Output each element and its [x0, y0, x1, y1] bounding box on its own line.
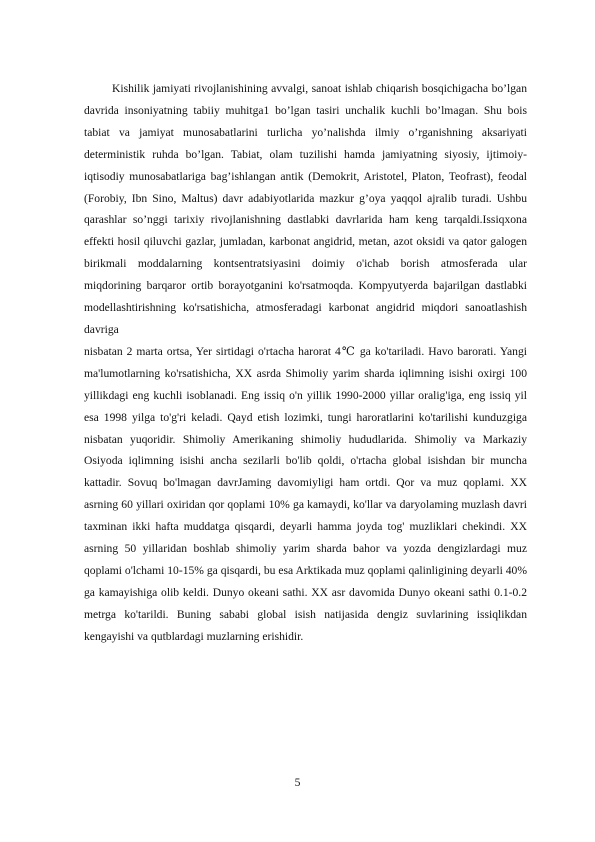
- paragraph-1: Kishilik jamiyati rivojlanishining avvalgi, sanoat ishlab chiqarish bosqichigacha bo’lgan davrida insoniyatning tabiiy muhitga1 bo’lgan tasiri unchalik kuchli bo’lmagan. Shu bois tabiat va jamiyat munosabatlarini turlicha yo’nalishda ilmiy o’rganishning aksariyati deterministik ruhda bo’lgan. Tabiat, olam tuzilishi hamda jamiyatning siyosiy, ijtimoiy-iqtisodiy munosabatlariga bag’ishlangan antik (Demokrit, Aristotel, Platon, Teofrast), feodal (Forobiy, Ibn Sino, Maltus) davr adabiyotlarida mazkur g’oya yaqqol ajralib turadi. Ushbu qarashlar so’nggi tarixiy rivojlanishning dastlabki davrlarida ham keng tarqaldi.Issiqxona effekti hosil qiluvchi gazlar, jumladan, karbonat angidrid, metan, azot oksidi va qator galogen birikmali moddalarning kontsentratsiyasini doimiy o'ichab borish atmosferada ular miqdorining barqaror ortib borayotganini ko'rsatmoqda. Kompyutyerda bajarilgan dastlabki modellashtirishning ko'rsatishicha, atmosferadagi karbonat angidrid miqdori sanoatlashish davriga: [84, 82, 527, 336]
- body-text: [84, 78, 527, 648]
- paragraph-2: nisbatan 2 marta ortsa, Yer sirtidagi o'rtacha harorat 4℃ ga ko'tariladi. Havo barorati. Yangi ma'lumotlarning ko'rsatishicha, XX asrda Shimoliy yarim sharda iqlimning isishi oxirgi 100 yillikdagi eng kuchli isoblanadi. Eng issiq o'n yillik 1990-2000 yillar oralig'iga, eng issiq yil esa 1998 yilga to'g'ri keladi. Qayd etish lozimki, tungi haroratlarini ko'tarilishi kunduzgiga nisbatan yuqoridir. Shimoliy Amerikaning shimoliy hududlarida. Shimoliy va Markaziy Osiyoda iqlimning isishi ancha sezilarli bo'lib qoldi, o'rtacha global isishdan bir muncha kattadir. Sovuq bo'lmagan davrJaming davomiyligi ham ortdi. Qor va muz qoplami. XX asrning 60 yillari oxiridan qor qoplami 10% ga kamaydi, ko'llar va daryolaming muzlash davri taxminan ikki hafta muddatga qisqardi, deyarli hamma joyda tog' muzliklari chekindi. XX asrning 50 yillaridan boshlab shimoliy yarim sharda bahor va yozda dengizlardagi muz qoplami o'lchami 10-15% ga qisqardi, bu esa Arktikada muz qoplami qalinligining deyarli 40% ga kamayishiga olib keldi. Dunyo okeani sathi. XX asr davomida Dunyo okeani sathi 0.1-0.2 metrga ko'tarildi. Buning sababi global isish natijasida dengiz suvlarining issiqlikdan kengayishi va qutblardagi muzlarning erishidir.: [84, 344, 527, 643]
- page-number: 5: [294, 776, 301, 789]
